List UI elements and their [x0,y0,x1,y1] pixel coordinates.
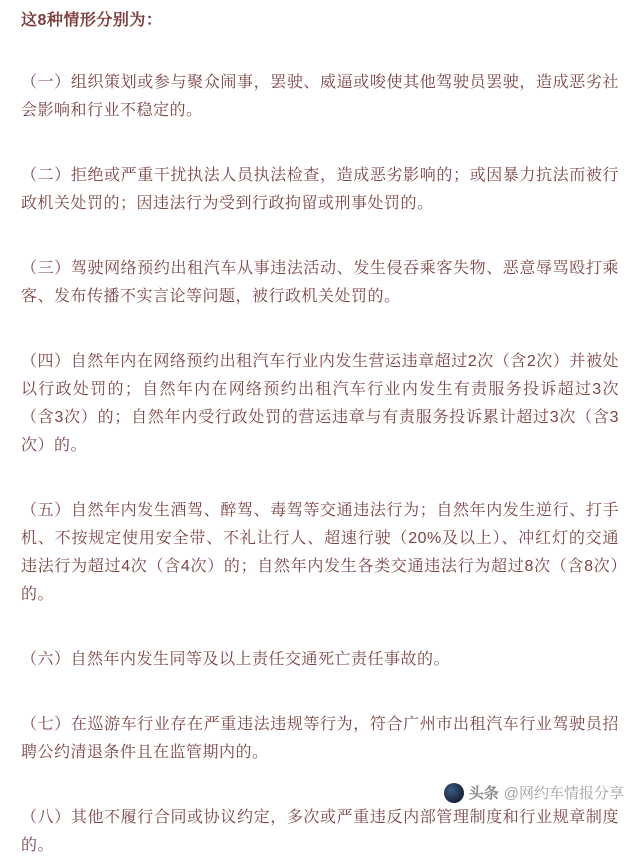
watermark-handle: @网约车情报分享 [503,785,624,802]
paragraph-8: （八）其他不履行合同或协议约定，多次或严重违反内部管理制度和行业规章制度的。 [21,809,619,854]
toutiao-logo-icon [444,783,464,803]
page-title: 这8种情形分别为： [21,12,163,29]
paragraph-5: （五）自然年内发生酒驾、醉驾、毒驾等交通违法行为；自然年内发生逆行、打手机、不按规定使用安全带、不礼让行人、超速行驶（20%及以上）、冲红灯的交通违法行为超过4次（含4次）的；自然年内发生各类交通违法行为超过8次（含8次）的。 [21,502,619,603]
paragraph-2: （二）拒绝或严重干扰执法人员执法检查，造成恶劣影响的；或因暴力抗法而被行政机关处罚的；因违法行为受到行政拘留或刑事处罚的。 [21,167,619,212]
paragraph-1: （一）组织策划或参与聚众闹事，罢驶、威逼或唆使其他驾驶员罢驶，造成恶劣社会影响和行业不稳定的。 [21,74,619,119]
watermark [440,780,628,805]
watermark-source: 头条 [468,785,499,802]
paragraph-6: （六）自然年内发生同等及以上责任交通死亡责任事故的。 [21,651,451,668]
paragraph-4: （四）自然年内在网络预约出租汽车行业内发生营运违章超过2次（含2次）并被处以行政处罚的；自然年内在网络预约出租汽车行业内发生有责服务投诉超过3次（含3次）的；自然年内受行政处罚的营运违章与有责服务投诉累计超过3次（含3次）的。 [21,353,619,454]
paragraph-3: （三）驾驶网络预约出租汽车从事违法活动、发生侵吞乘客失物、恶意辱骂殴打乘客、发布传播不实言论等问题，被行政机关处罚的。 [21,260,619,305]
paragraph-list [21,69,619,860]
paragraph-7: （七）在巡游车行业存在严重违法违规等行为，符合广州市出租汽车行业驾驶员招聘公约清退条件且在监管期内的。 [21,716,619,761]
